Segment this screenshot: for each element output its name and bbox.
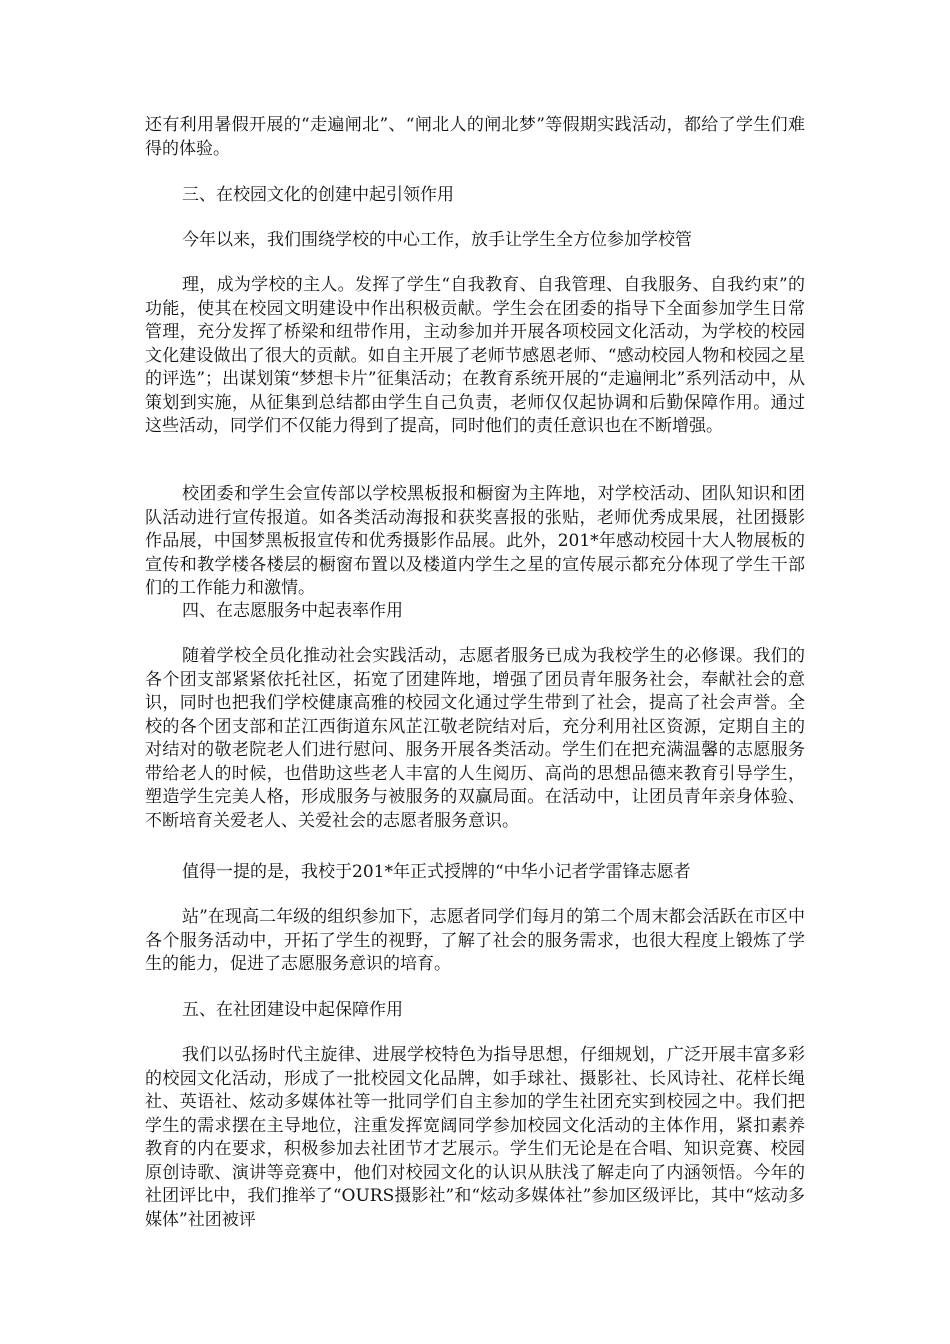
paragraph-reporter-station: 站”在现高二年级的组织参加下，志愿者同学们每月的第二个周末都会活跃在市区中各个服务活动中，开拓了学生的视野，了解了社会的服务需求，也很大程度上锻炼了学生的能力，促进了志愿服务意识的培育。 xyxy=(145,907,805,974)
paragraph-intro-campus-culture: 今年以来，我们围绕学校的中心工作，放手让学生全方位参加学校管 xyxy=(182,230,692,250)
paragraph-volunteer-service: 随着学校全员化推动社会实践活动，志愿者服务已成为我校学生的必修课。我们的各个团支部紧紧依托社区，拓宽了团建阵地，增强了团员青年服务社会，奉献社会的意识，同时也把我们学校健康高雅的校园文化通过学生带到了社会，提高了社会声誉。全校的各个团支部和芷江西街道东风芷江敬老院结对后，充分利用社区资源，定期自主的对结对的敬老院老人们进行慰问、服务开展各类活动。学生们在把充满温馨的志愿服务带给老人的时候，也借助这些老人丰富的人生阅历、高尚的思想品德来教育引导学生，塑造学生完美人格，形成服务与被服务的双赢局面。在活动中，让团员青年亲身体验、不断培育关爱老人、关爱社会的志愿者服务意识。 xyxy=(145,646,805,831)
section-heading-3: 三、在校园文化的创建中起引领作用 xyxy=(182,185,454,205)
paragraph-reporter-station-intro: 值得一提的是，我校于201*年正式授牌的“中华小记者学雷锋志愿者 xyxy=(182,862,691,882)
paragraph-clubs: 我们以弘扬时代主旋律、进展学校特色为指导思想，仔细规划，广泛开展丰富多彩的校园文化活动，形成了一批校园文化品牌，如手球社、摄影社、长风诗社、花样长绳社、英语社、炫动多媒体社等一批同学们自主参加的学生社团充实到校园之中。我们把学生的需求摆在主导地位，注重发挥宽阔同学参加校园文化活动的主体作用，紧扣素养教育的内在要求，积极参加去社团节才艺展示。学生们无论是在合唱、知识竞赛、校园原创诗歌、演讲等竞赛中，他们对校园文化的认识从肤浅了解走向了内涵领悟。今年的社团评比中，我们推举了“OURS摄影社”和“炫动多媒体社”参加区级评比，其中“炫动多媒体”社团被评 xyxy=(145,1045,805,1230)
paragraph-student-union: 理，成为学校的主人。发挥了学生“自我教育、自我管理、自我服务、自我约束”的功能，使其在校园文明建设中作出积极贡献。学生会在团委的指导下全面参加学生日常管理，充分发挥了桥梁和纽带作用，主动参加并开展各项校园文化活动，为学校的校园文化建设做出了很大的贡献。如自主开展了老师节感恩老师、“感动校园人物和校园之星的评选”；出谋划策“梦想卡片”征集活动；在教育系统开展的“走遍闸北”系列活动中，从策划到实施，从征集到总结都由学生自己负责，老师仅仅起协调和后勤保障作用。通过这些活动，同学们不仅能力得到了提高，同时他们的责任意识也在不断增强。 xyxy=(145,275,805,436)
section-heading-4: 四、在志愿服务中起表率作用 xyxy=(182,601,403,621)
paragraph-publicity: 校团委和学生会宣传部以学校黑板报和橱窗为主阵地，对学校活动、团队知识和团队活动进行宣传报道。如各类活动海报和获奖喜报的张贴，老师优秀成果展，社团摄影作品展，中国梦黑板报宣传和优秀摄影作品展。此外，201*年感动校园十大人物展板的宣传和教学楼各楼层的橱窗布置以及楼道内学生之星的宣传展示都充分体现了学生干部们的工作能力和激情。 xyxy=(145,484,805,598)
section-heading-5: 五、在社团建设中起保障作用 xyxy=(182,1000,403,1020)
paragraph-summer-practice: 还有利用暑假开展的“走遍闸北”、“闸北人的闸北梦”等假期实践活动，都给了学生们难得的体验。 xyxy=(145,115,805,159)
